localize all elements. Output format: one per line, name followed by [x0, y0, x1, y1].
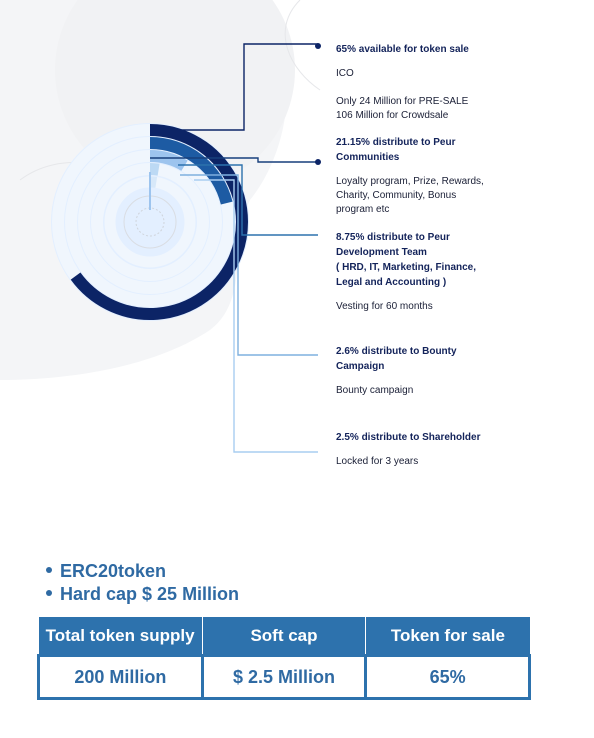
- header-token-for-sale: Token for sale: [366, 617, 530, 656]
- legend-line: Bounty campaign: [336, 385, 414, 396]
- value-soft-cap: $ 2.5 Million: [202, 656, 366, 699]
- legend-line: Vesting for 60 months: [336, 301, 433, 312]
- legend-line: Locked for 3 years: [336, 456, 419, 467]
- header-soft-cap: Soft cap: [202, 617, 366, 656]
- chart-segment-3: [150, 169, 159, 170]
- legend-title: 65% available for token sale: [336, 44, 469, 55]
- token-summary-table: [37, 617, 531, 700]
- value-total-supply: 200 Million: [39, 656, 203, 699]
- legend-line: [336, 81, 576, 95]
- legend-item-1: [336, 135, 576, 217]
- chart-rings: [51, 123, 249, 321]
- leader-dot-1: [315, 159, 321, 165]
- table-row: [39, 656, 530, 699]
- leader-dot-0: [315, 43, 321, 49]
- legend-item-0: [336, 42, 576, 123]
- leader-line-0: [150, 44, 318, 130]
- legend-item-4: [336, 430, 576, 469]
- bullet-dot: [46, 567, 52, 573]
- legend-line: Loyalty program, Prize, Rewards,: [336, 176, 484, 187]
- table-header-row: [39, 617, 530, 656]
- legend-line: Charity, Community, Bonus: [336, 190, 457, 201]
- bullet-hard-cap: Hard cap $ 25 Million: [46, 583, 239, 606]
- legend-line: program etc: [336, 204, 390, 215]
- value-token-for-sale: 65%: [366, 656, 530, 699]
- bullet-erc20: ERC20token: [46, 560, 239, 583]
- bullet-dot: [46, 590, 52, 596]
- legend-title: 2.6% distribute to Bounty Campaign: [336, 346, 457, 372]
- legend-line: ICO: [336, 68, 354, 79]
- legend-item-3: [336, 344, 576, 398]
- legend-title: 8.75% distribute to Peur Development Team ( HRD, IT, Marketing, Finance, Legal and Accounting ): [336, 232, 477, 288]
- header-total-supply: Total token supply: [39, 617, 203, 656]
- legend-title: 2.5% distribute to Shareholder: [336, 432, 481, 443]
- token-bullets: [46, 560, 239, 606]
- legend-title: 21.15% distribute to Peur Communities: [336, 137, 456, 163]
- legend-line: Only 24 Million for PRE-SALE: [336, 96, 469, 107]
- legend-line: 106 Million for Crowdsale: [336, 110, 449, 121]
- legend-item-2: [336, 230, 576, 314]
